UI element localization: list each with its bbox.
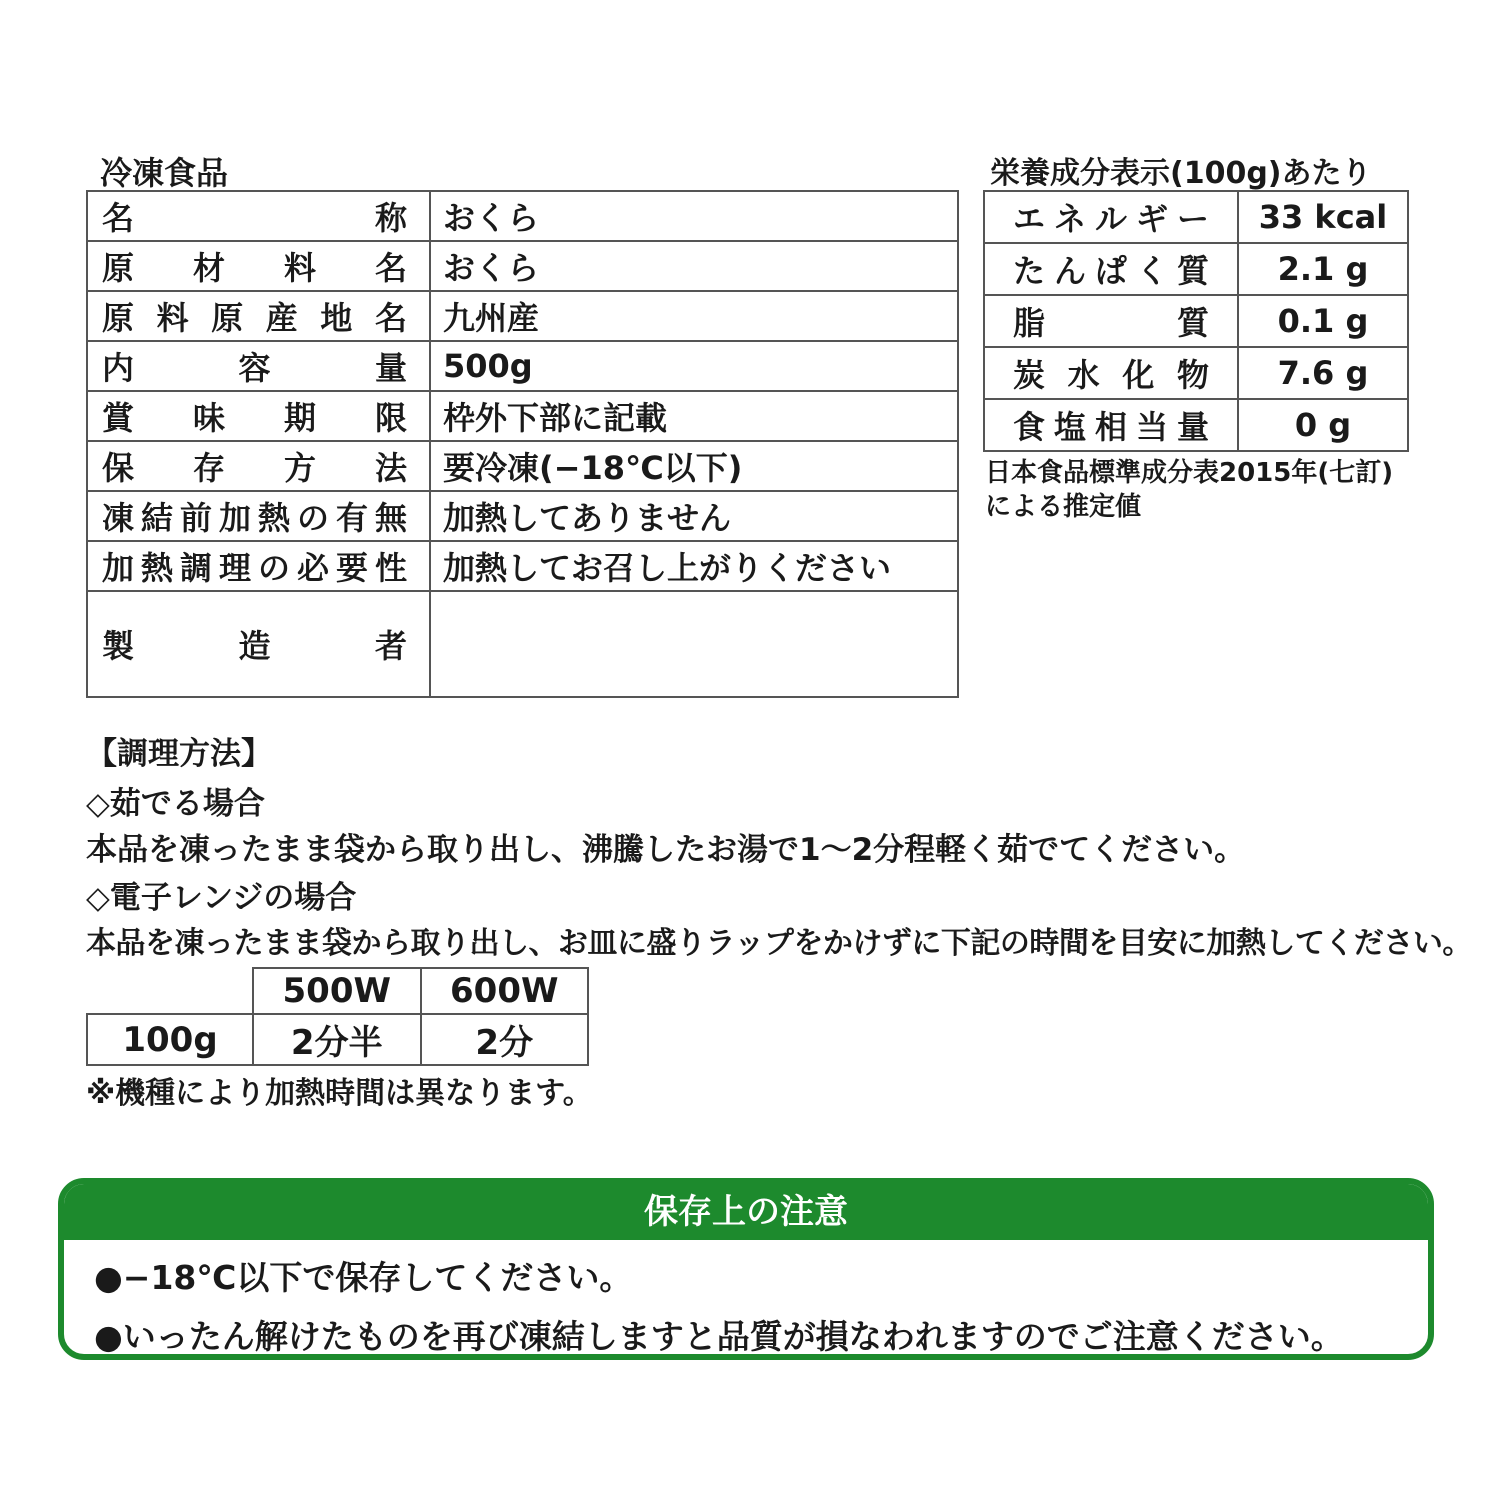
caution-title: 保存上の注意: [64, 1184, 1428, 1240]
caution-line: ●いったん解けたものを再び凍結しますと品質が損なわれますのでご注意ください。: [94, 1317, 1344, 1356]
table-row: [984, 295, 1408, 347]
microwave-footnote: ※機種により加熱時間は異なります。: [86, 1076, 593, 1111]
table-row: [87, 541, 958, 591]
label-key: 凍結前加熱の有無: [87, 491, 430, 541]
label-value: [430, 591, 958, 697]
table-row: [984, 399, 1408, 451]
time-value: 2分半: [253, 1014, 421, 1065]
nutrient-name: たんぱく質: [984, 243, 1238, 295]
table-row: [87, 241, 958, 291]
table-row: [87, 391, 958, 441]
nutrient-value: 0.1 g: [1238, 295, 1408, 347]
label-key: 原料原産地名: [87, 291, 430, 341]
table-row: [87, 1014, 588, 1065]
nutrition-note-line2: による推定値: [985, 492, 1142, 522]
nutrition-note-line1: 日本食品標準成分表2015年(七訂): [985, 458, 1394, 488]
storage-caution-box: [58, 1178, 1434, 1360]
nutrient-value: 0 g: [1238, 399, 1408, 451]
table-row: [87, 341, 958, 391]
nutrient-name: 脂質: [984, 295, 1238, 347]
cooking-heading: 【調理方法】: [86, 736, 272, 772]
nutrient-value: 2.1 g: [1238, 243, 1408, 295]
label-key: 名称: [87, 191, 430, 241]
label-value: 九州産: [430, 291, 958, 341]
table-row: [984, 191, 1408, 243]
label-value: 500g: [430, 341, 958, 391]
nutrition-heading: 栄養成分表示(100g)あたり: [990, 156, 1372, 191]
label-key: 賞味期限: [87, 391, 430, 441]
microwave-text: 本品を凍ったまま袋から取り出し、お皿に盛りラップをかけずに下記の時間を目安に加熱してください。: [86, 926, 1472, 961]
nutrition-table: [983, 190, 1409, 452]
label-value: 要冷凍(−18℃以下): [430, 441, 958, 491]
label-heading: 冷凍食品: [100, 154, 229, 192]
caution-line: ●−18℃以下で保存してください。: [94, 1258, 633, 1297]
table-row: [984, 243, 1408, 295]
microwave-time-table: [86, 967, 589, 1066]
table-row: [87, 491, 958, 541]
label-key: 保存方法: [87, 441, 430, 491]
label-value: 加熱してありません: [430, 491, 958, 541]
nutrient-value: 33 kcal: [1238, 191, 1408, 243]
table-row: [87, 591, 958, 697]
table-row: [87, 191, 958, 241]
product-label-table: [86, 190, 959, 698]
label-value: 枠外下部に記載: [430, 391, 958, 441]
label-key: 製造者: [87, 591, 430, 697]
nutrient-name: エネルギー: [984, 191, 1238, 243]
boil-title: ◇茹でる場合: [86, 786, 265, 822]
table-row: [87, 968, 588, 1014]
label-key: 内容量: [87, 341, 430, 391]
nutrient-name: 炭水化物: [984, 347, 1238, 399]
wattage-header: 500W: [253, 968, 421, 1014]
wattage-header: 600W: [421, 968, 589, 1014]
microwave-title: ◇電子レンジの場合: [86, 880, 357, 916]
table-row: [984, 347, 1408, 399]
nutrient-value: 7.6 g: [1238, 347, 1408, 399]
table-row: [87, 291, 958, 341]
time-value: 2分: [421, 1014, 589, 1065]
amount-label: 100g: [87, 1014, 253, 1065]
label-value: 加熱してお召し上がりください: [430, 541, 958, 591]
nutrient-name: 食塩相当量: [984, 399, 1238, 451]
label-key: 原材料名: [87, 241, 430, 291]
label-key: 加熱調理の必要性: [87, 541, 430, 591]
blank-cell: [87, 968, 253, 1014]
label-value: おくら: [430, 191, 958, 241]
boil-text: 本品を凍ったまま袋から取り出し、沸騰したお湯で1〜2分程軽く茹でてください。: [86, 832, 1246, 868]
label-value: おくら: [430, 241, 958, 291]
table-row: [87, 441, 958, 491]
